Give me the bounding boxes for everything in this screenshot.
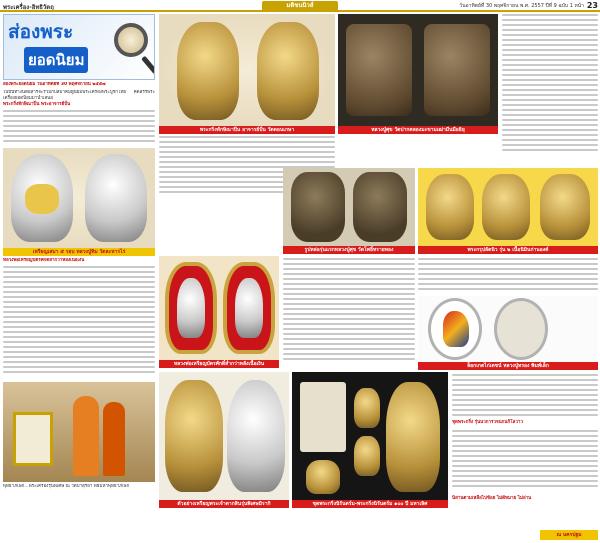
buddha-large-image	[386, 382, 440, 492]
yellow-amulet-1-image	[426, 174, 474, 240]
caption-8: ล็อกเกตไก่เดชน์ หลวงปู่ทรอง พิมพ์เล็ก	[418, 362, 598, 370]
photo-monk-figures	[283, 168, 415, 246]
rooster-locket-back-image	[494, 298, 548, 360]
masthead-title-bottom: ยอดนิยม	[24, 47, 88, 73]
lead-text: ในปีนี้ทางนิตยสารจะร่วมกับสมาคมผู้นิยมพระเครื่องพระบูชาไทย คัดสรรพระเครื่องยอดนิยมมานำเสนอ พระกริ่งทักษิณาปิ่น พระอาจารย์ปั่น	[3, 90, 155, 146]
magnifier-handle-icon	[141, 56, 155, 75]
masthead-title-top: ส่องพระ	[8, 21, 74, 43]
caption-ceremony: พุทธาภิเษก...พระเครื่องรุ่นพิเศษ ณ วัดป่าสุริยา พิธีมหาพุทธาภิเษก	[3, 484, 130, 489]
middle-text-2	[283, 258, 415, 366]
caption-1: พระกริ่งทักษิณาปิ่น อาจารย์ปั่น วัดดอนเกษา	[159, 126, 335, 134]
page-header	[0, 0, 600, 12]
painting-frame	[13, 412, 53, 466]
photo-red-lockets	[159, 256, 279, 360]
rooster-icon	[443, 311, 469, 347]
photo-clay-tablets	[338, 14, 498, 126]
rooster-locket-front-image	[428, 298, 482, 360]
monk-front-image	[291, 172, 345, 242]
section-name: พระเครื่อง-อิทธิวัตถุ	[3, 4, 54, 11]
photo-rooster-locket	[418, 296, 598, 362]
medal-front-gold-inlay	[25, 184, 59, 214]
buddha-back-image	[257, 22, 319, 120]
photo-taksin-medals	[159, 372, 289, 500]
medal-back-image	[85, 154, 147, 242]
right-column-text	[502, 14, 598, 154]
buddha-small-2-image	[354, 436, 380, 476]
yellow-amulet-2-image	[482, 174, 530, 240]
tablet-front-image	[346, 24, 412, 116]
tablet-back-image	[424, 24, 490, 116]
photo-medals-sema	[3, 148, 155, 248]
yellow-amulet-3-image	[540, 174, 590, 240]
taksin-silver-medal-image	[227, 380, 285, 492]
caption-10: ชุดพระกริ่งนิรันตร์ม-พระกริ่งนิรันตร์ม ๑๐๐ ปี มหาเลิศ	[292, 500, 448, 508]
monk-person-1	[73, 396, 99, 476]
buddha-small-3-image	[306, 460, 340, 494]
buddha-front-image	[177, 22, 239, 120]
signature-badge: ณ นครปฐม	[540, 530, 598, 540]
caption-2: หลวงปู่ศุข วัดปากคลองมะขามเฒ่ามีนมีอธิยุ	[338, 126, 498, 134]
photo-ceremony	[3, 382, 155, 482]
photo-yellow-amulets	[418, 168, 598, 246]
issue-date: วันอาทิตย์ที่ 30 พฤศจิกายน พ.ศ. 2557 ปีที่ 9 ฉบับ 1 หน้า	[459, 3, 584, 9]
column-badge: มติชนนิวส์	[262, 1, 338, 11]
caption-9: ตัวอย่างเหรียญพระเจ้าตากสินรุ่นพิเศษมิรากิ	[159, 500, 289, 508]
somdej-tablet-image	[300, 382, 346, 452]
page-number: 23	[586, 1, 598, 10]
magnifier-icon	[114, 23, 148, 57]
taksin-gold-medal-image	[165, 380, 223, 492]
caption-4: รูปหล่อรุ่นแรกหลวงปู่ศุข วัดโพธิ์ทรายทอง	[283, 246, 415, 254]
mid-left-text: หลวงพ่อเหรียญบัตรศักดิ์ส่ำกว่าหลังเนื้อเงิน	[3, 258, 155, 380]
monk-person-2	[103, 402, 125, 476]
caption-7: หลวงพ่อเหรียญบัตรศักดิ์ส่ำกว่าหลังเนื้อเงิน	[159, 360, 279, 368]
photo-buddha-figures	[159, 14, 335, 126]
masthead-byline: ส่องพระยอดนิยม วันอาทิตย์ที่ 30 พฤศจิกายน ๒๕๕๗	[3, 82, 106, 87]
buddha-small-1-image	[354, 388, 380, 428]
caption-3: เหรียญเสมา ๕ รอบ หลวงปู่ทิม วัดละหารไร่	[3, 248, 155, 256]
caption-6: พระกรุปลัดนิว รุ่น ๒ เนื้อนิมินก่านองค์	[418, 246, 598, 254]
right-text-2	[418, 258, 598, 294]
monk-back-image	[353, 172, 407, 242]
photo-buddha-set	[292, 372, 448, 500]
masthead	[3, 14, 155, 80]
right-text-3: ชุดพระกริ่ง รุ่นนวการวจนกนกิโลวาว นิสานตามเหลือไปข้อย ไม่ดีหมาย ไม่อ่าน	[452, 374, 598, 524]
